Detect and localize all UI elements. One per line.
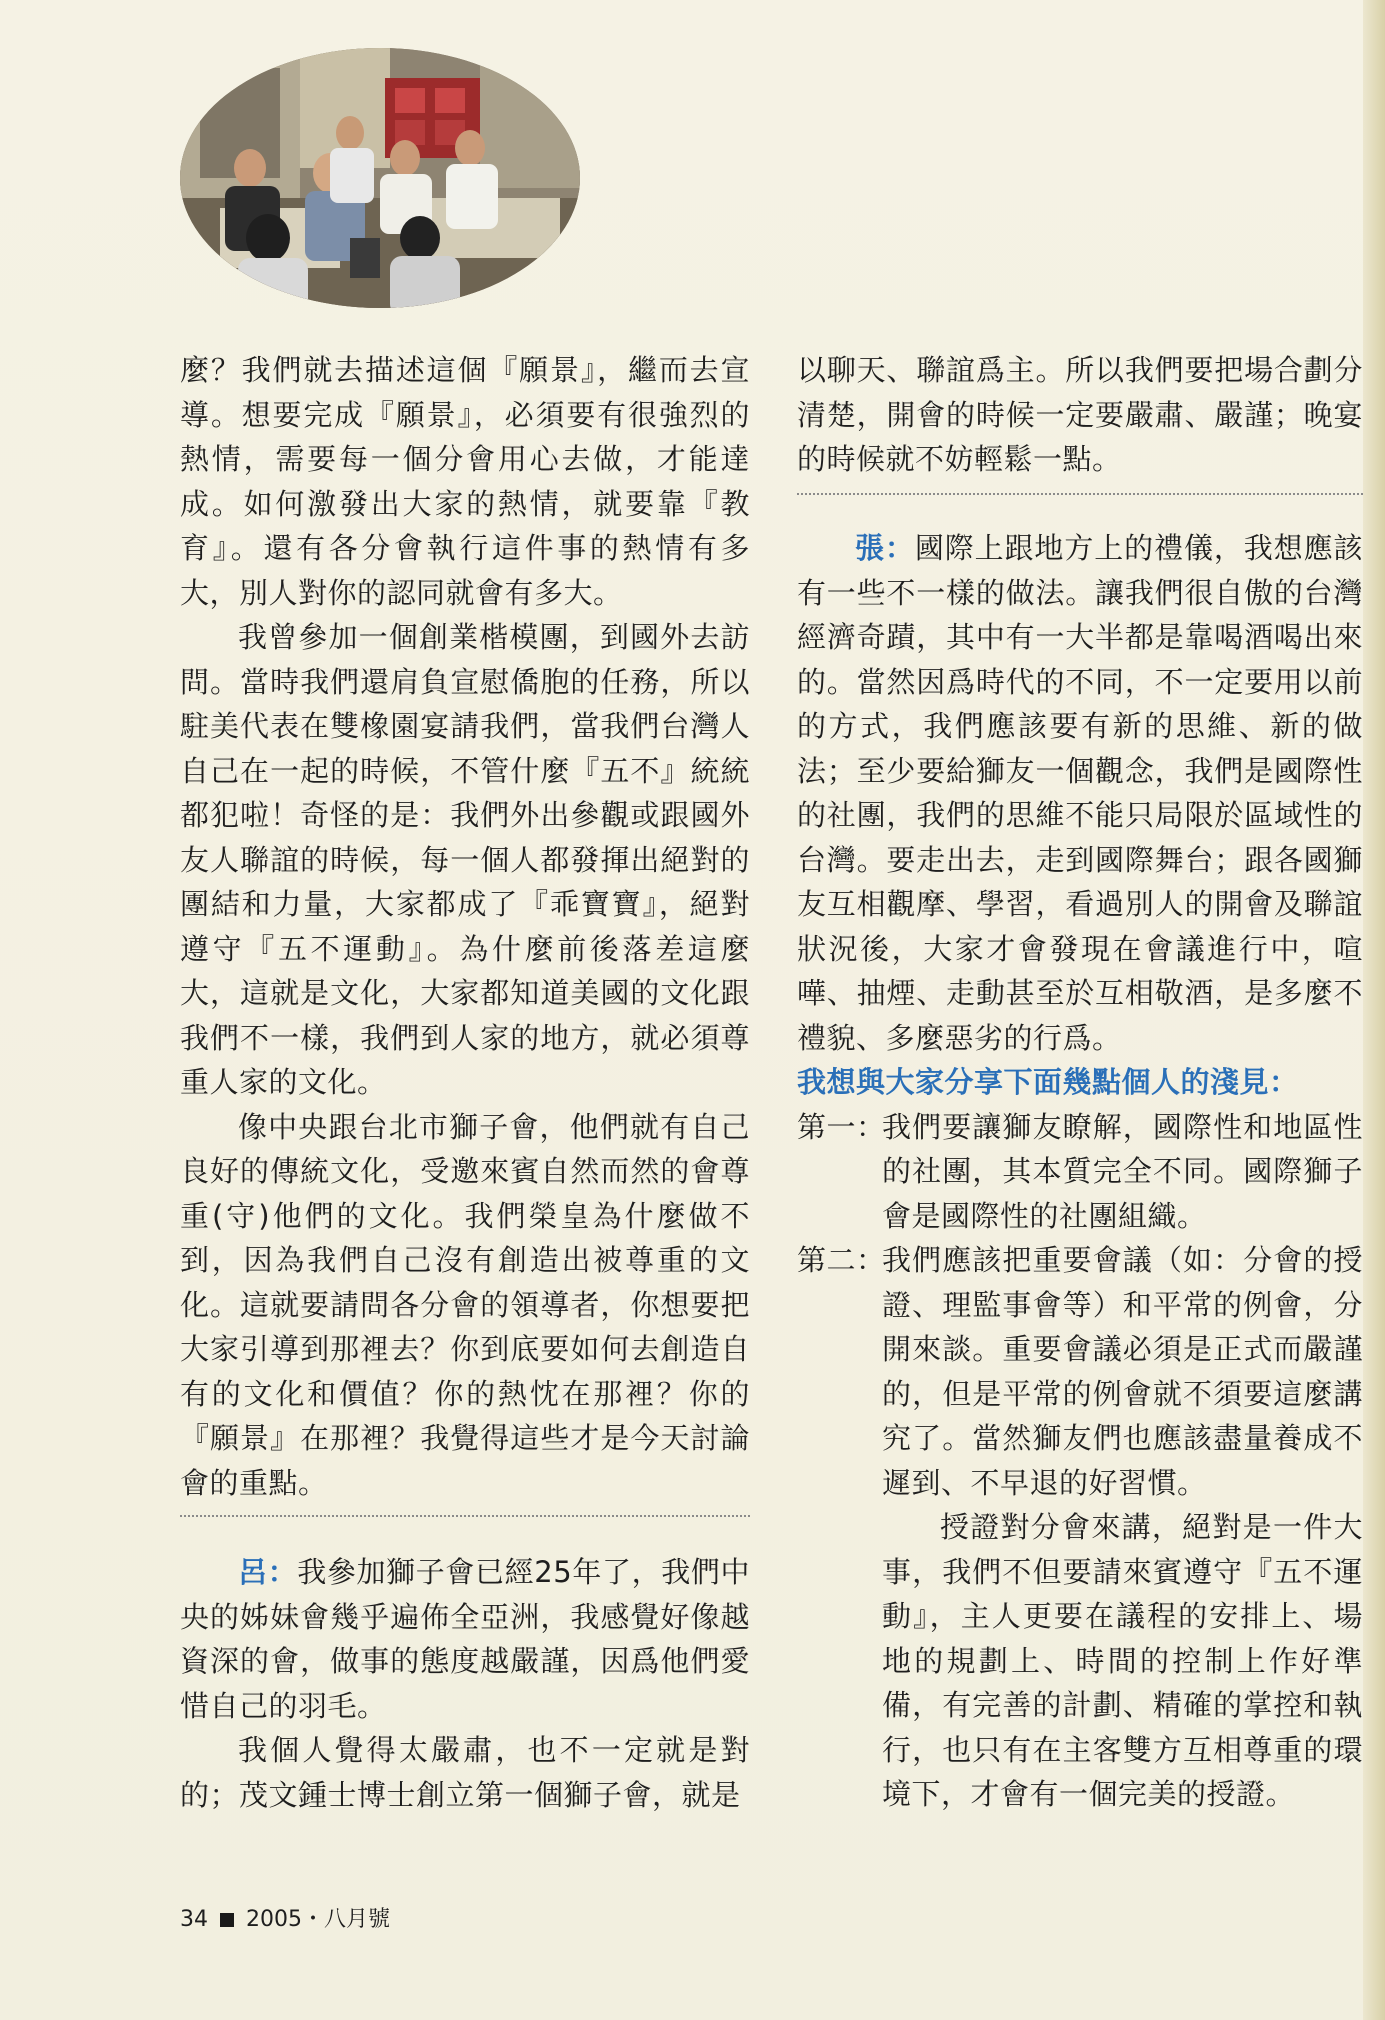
- numbered-item-2: [797, 1238, 1363, 1505]
- paragraph: 我個人覺得太嚴肅，也不一定就是對的；茂文鍾士博士創立第一個獅子會，就是: [180, 1733, 750, 1812]
- section-divider: [180, 1515, 750, 1517]
- numbered-item-1: [797, 1105, 1363, 1239]
- paragraph: 像中央跟台北市獅子會，他們就有自己良好的傳統文化，受邀來賓自然而然的會尊重(守)他們的文化。我們榮皇為什麼做不到，因為我們自己沒有創造出被尊重的文化。這就要請問各分會的領導者，你想要把大家引導到那裡去？你到底要如何去創造自有的文化和價值？你的熱忱在那裡？你的『願景』在那裡？我覺得這些才是今天討論會的重點。: [180, 1109, 750, 1500]
- paragraph: 我曾參加一個創業楷模團，到國外去訪問。當時我們還肩負宣慰僑胞的任務，所以駐美代表在雙橡園宴請我們，當我們台灣人自己在一起的時候，不管什麼『五不』統統都犯啦！奇怪的是：我們外出參觀或跟國外友人聯誼的時候，每一個人都發揮出絕對的團結和力量，大家都成了『乖寶寶』，絕對遵守『五不運動』。為什麼前後落差這麼大，這就是文化，大家都知道美國的文化跟我們不一樣，我們到人家的地方，就必須尊重人家的文化。: [180, 620, 750, 1099]
- paragraph: 以聊天、聯誼爲主。所以我們要把場合劃分清楚，開會的時候一定要嚴肅、嚴謹；晚宴的時候就不妨輕鬆一點。: [797, 353, 1363, 476]
- page-number: 34: [180, 1907, 208, 1932]
- section-divider: [797, 493, 1363, 495]
- right-column: [797, 348, 1363, 482]
- item-text: 我們要讓獅友瞭解，國際性和地區性的社團，其本質完全不同。國際獅子會是國際性的社團組織。: [882, 1109, 1363, 1233]
- paragraph-text: 我參加獅子會已經25年了，我們中央的姊妹會幾乎遍佈全亞洲，我感覺好像越資深的會，做事的態度越嚴謹，因爲他們愛惜自己的羽毛。: [180, 1555, 750, 1723]
- paragraph: 麼？我們就去描述這個『願景』，繼而去宣導。想要完成『願景』，必須要有很強烈的熱情，需要每一個分會用心去做，才能達成。如何激發出大家的熱情，就要靠『教育』。還有各分會執行這件事的熱情有多大，別人對你的認同就會有多大。: [180, 353, 750, 610]
- issue-label: 2005・八月號: [246, 1907, 390, 1932]
- highlight-heading: 我想與大家分享下面幾點個人的淺見：: [797, 1065, 1299, 1099]
- page-footer: [180, 1906, 390, 1934]
- meeting-photo-illustration: [180, 48, 580, 308]
- footer-square-icon: [220, 1913, 234, 1927]
- paragraph-text: 國際上跟地方上的禮儀，我想應該有一些不一樣的做法。讓我們很自傲的台灣經濟奇蹟，其中有一大半都是靠喝酒喝出來的。當然因爲時代的不同，不一定要用以前的方式，我們應該要有新的思維、新的做法；至少要給獅友一個觀念，我們是國際性的社團，我們的思維不能只局限於區域性的台灣。要走出去，走到國際舞台；跟各國獅友互相觀摩、學習，看過別人的開會及聯誼狀況後，大家才會發現在會議進行中，喧嘩、抽煙、走動甚至於互相敬酒，是多麼不禮貌、多麼惡劣的行爲。: [797, 531, 1363, 1055]
- left-column-lu-section: [180, 1550, 750, 1817]
- speaker-label-lu: 呂：: [238, 1555, 298, 1589]
- meeting-photo: [180, 48, 580, 308]
- item-number: 第一：: [797, 1109, 886, 1144]
- speaker-label-zhang: 張：: [855, 531, 915, 565]
- page-edge-shadow: [1363, 0, 1385, 2020]
- paragraph-lu: [180, 1550, 750, 1728]
- left-column: [180, 348, 750, 1505]
- item-number: 第二：: [797, 1243, 886, 1277]
- item-text: 我們應該把重要會議（如：分會的授證、理監事會等）和平常的例會，分開來談。重要會議必須是正式而嚴謹的，但是平常的例會就不須要這麼講究了。當然獅友們也應該盡量養成不遲到、不早退的好習慣。: [882, 1243, 1363, 1500]
- paragraph-zhang: [797, 526, 1363, 1060]
- right-column-zhang-section: [797, 526, 1363, 1817]
- paragraph: 授證對分會來講，絕對是一件大事，我們不但要請來賓遵守『五不運動』，主人更要在議程的安排上、場地的規劃上、時間的控制上作好準備，有完善的計劃、精確的掌控和執行，也只有在主客雙方互相尊重的環境下，才會有一個完美的授證。: [882, 1510, 1363, 1811]
